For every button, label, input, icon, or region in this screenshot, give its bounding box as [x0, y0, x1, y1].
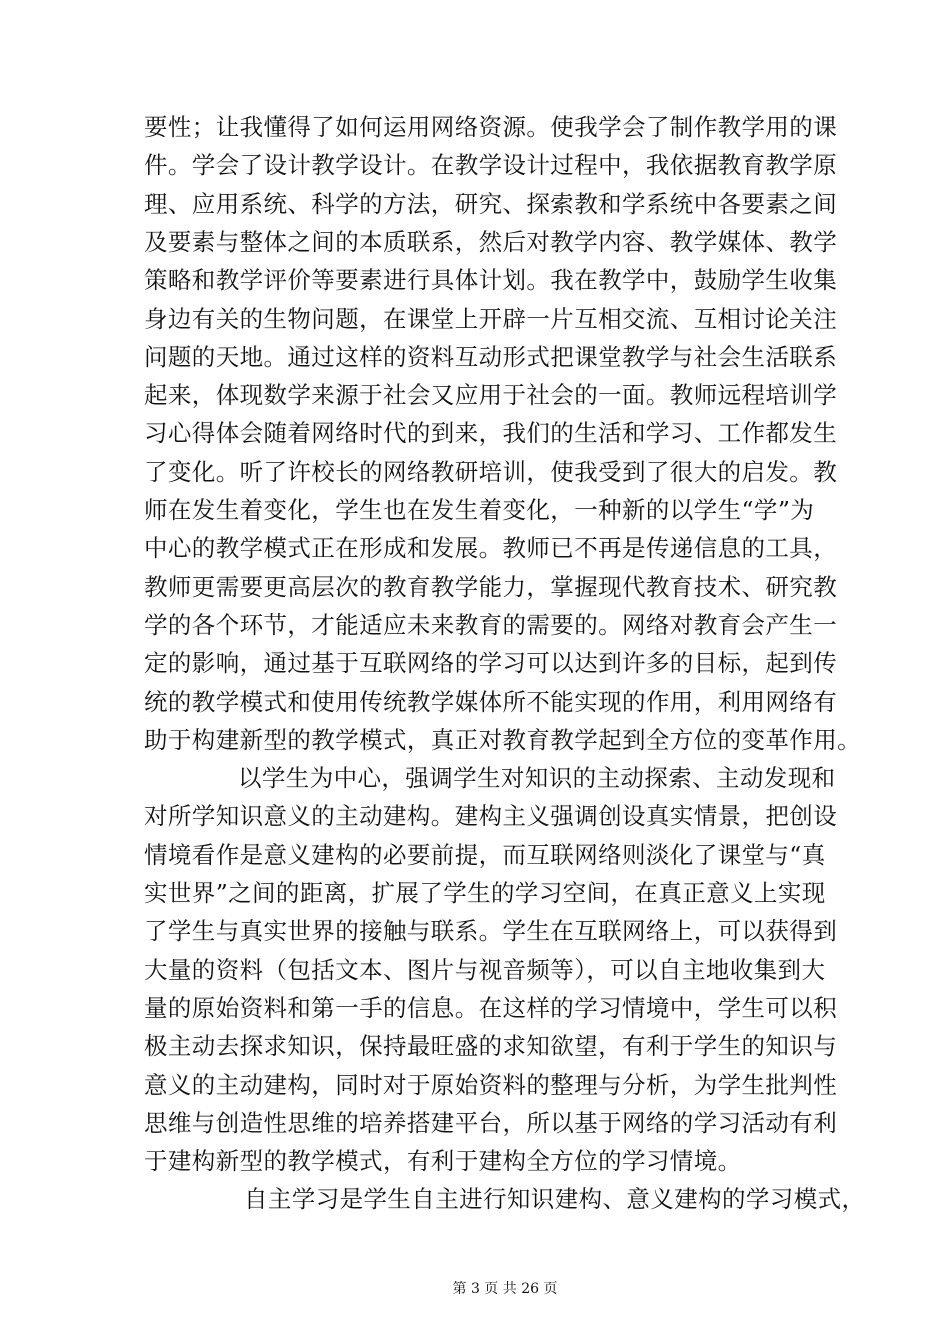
- body-line: 了学生与真实世界的接触与联系。学生在互联网络上，可以获得到: [144, 917, 838, 946]
- body-line: 师在发生着变化，学生也在发生着变化，一种新的以学生“学”为: [144, 496, 815, 524]
- paragraph-first-line: 以学生为中心，强调学生对知识的主动探索、主动发现和: [238, 764, 836, 793]
- body-line: 问题的天地。通过这样的资料互动形式把课堂教学与社会生活联系: [144, 342, 838, 371]
- body-line: 情境看作是意义建构的必要前提，而互联网络则淡化了课堂与“真: [144, 840, 826, 869]
- body-line: 身边有关的生物问题，在课堂上开辟一片互相交流、互相讨论关注: [144, 304, 838, 333]
- body-line: 统的教学模式和使用传统教学媒体所不能实现的作用，利用网络有: [144, 687, 838, 716]
- body-line: 实世界”之间的距离，扩展了学生的学习空间，在真正意义上实现: [144, 879, 826, 907]
- body-line: 量的原始资料和第一手的信息。在这样的学习情境中，学生可以积: [144, 993, 838, 1022]
- body-line: 要性；让我懂得了如何运用网络资源。使我学会了制作教学用的课: [144, 113, 838, 141]
- body-line: 思维与创造性思维的培养搭建平台，所以基于网络的学习活动有利: [144, 1108, 838, 1137]
- body-line: 助于构建新型的教学模式，真正对教育教学起到全方位的变革作用。: [144, 725, 861, 754]
- paragraph-first-line: 自主学习是学生自主进行知识建构、意义建构的学习模式，: [244, 1185, 866, 1214]
- body-line: 教师更需要更高层次的教育教学能力，掌握现代教育技术、研究教: [144, 572, 838, 601]
- body-line: 及要素与整体之间的本质联系，然后对教学内容、教学媒体、教学: [144, 227, 838, 256]
- body-line: 大量的资料（包括文本、图片与视音频等），可以自主地收集到大: [144, 955, 826, 984]
- body-line: 习心得体会随着网络时代的到来，我们的生活和学习、工作都发生: [144, 419, 838, 448]
- body-line: 对所学知识意义的主动建构。建构主义强调创设真实情景，把创设: [144, 802, 838, 831]
- body-line: 起来，体现数学来源于社会又应用于社会的一面。教师远程培训学: [144, 381, 838, 410]
- body-line: 学的各个环节，才能适应未来教育的需要的。网络对教育会产生一: [144, 610, 838, 639]
- body-line: 件。学会了设计教学设计。在教学设计过程中，我依据教育教学原: [144, 151, 838, 180]
- body-line: 理、应用系统、科学的方法，研究、探索教和学系统中各要素之间: [144, 189, 838, 218]
- body-line: 意义的主动建构，同时对于原始资料的整理与分析，为学生批判性: [144, 1070, 838, 1099]
- body-line: 中心的教学模式正在形成和发展。教师已不再是传递信息的工具，: [144, 534, 838, 563]
- body-line: 定的影响，通过基于互联网络的学习可以达到许多的目标，起到传: [144, 649, 838, 678]
- page-number-footer: 第 3 页 共 26 页: [452, 1281, 558, 1297]
- body-line: 了变化。听了许校长的网络教研培训，使我受到了很大的启发。教: [144, 457, 838, 486]
- body-line: 于建构新型的教学模式，有利于建构全方位的学习情境。: [144, 1147, 742, 1176]
- body-line: 极主动去探求知识，保持最旺盛的求知欲望，有利于学生的知识与: [144, 1032, 838, 1061]
- body-line: 策略和教学评价等要素进行具体计划。我在教学中，鼓励学生收集: [144, 266, 838, 295]
